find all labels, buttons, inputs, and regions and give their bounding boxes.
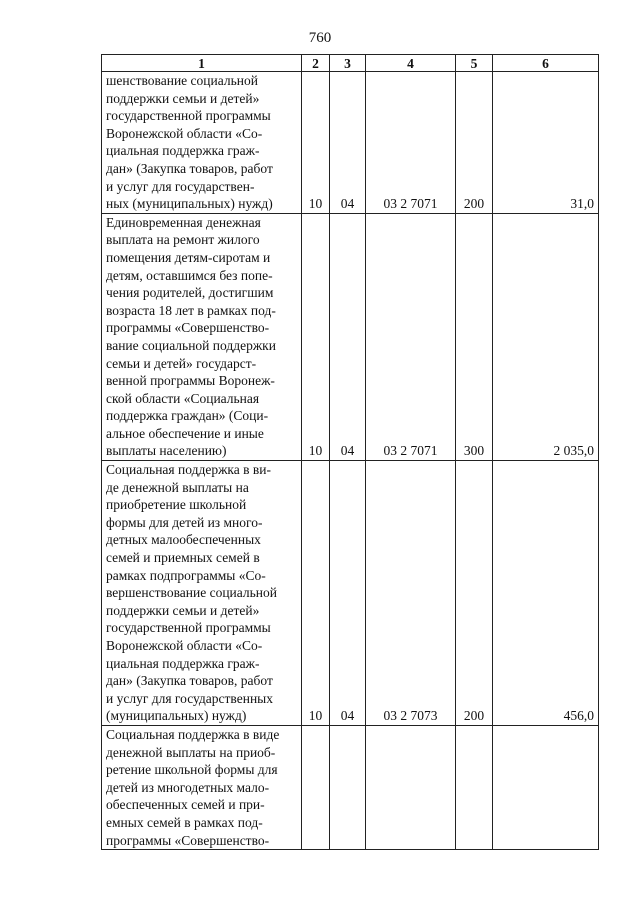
table-row <box>102 213 599 460</box>
amount: 456,0 <box>493 461 599 726</box>
description-line: де денежной выплаты на <box>106 479 249 495</box>
description-line: рамках подпрограммы «Со- <box>106 567 266 583</box>
section-code: 10 <box>302 461 330 726</box>
description-line: обеспеченных семей и при- <box>106 797 265 813</box>
description-line: емных семей в рамках под- <box>106 814 263 830</box>
description-line: Социальная поддержка в виде <box>106 726 280 742</box>
header-col-5: 5 <box>456 55 493 72</box>
header-col-6: 6 <box>493 55 599 72</box>
target-article-code: 03 2 7073 <box>366 461 456 726</box>
row-description <box>102 461 302 726</box>
description-line: детей из многодетных мало- <box>106 779 270 795</box>
target-article-code <box>366 725 456 849</box>
description-line: (муниципальных) нужд) <box>106 708 247 724</box>
subsection-code: 04 <box>330 213 366 460</box>
description-line: и услуг для государствен- <box>106 178 255 194</box>
description-line: выплата на ремонт жилого <box>106 232 260 248</box>
description-line: программы «Совершенство- <box>106 832 270 848</box>
row-description <box>102 213 302 460</box>
table-row <box>102 72 599 214</box>
description-line: ретение школьной формы для <box>106 762 278 778</box>
description-line: семьи и детей» государст- <box>106 355 257 371</box>
description-line: и услуг для государственных <box>106 690 273 706</box>
description-line: возраста 18 лет в рамках под- <box>106 302 276 318</box>
description-line: детям, оставшимся без попе- <box>106 267 273 283</box>
description-line: дан» (Закупка товаров, работ <box>106 673 273 689</box>
description-line: формы для детей из много- <box>106 514 263 530</box>
section-code: 10 <box>302 72 330 214</box>
description-line: поддержки семьи и детей» <box>106 602 260 618</box>
table-row <box>102 725 599 849</box>
description-line: ных (муниципальных) нужд) <box>106 196 273 212</box>
subsection-code <box>330 725 366 849</box>
amount: 2 035,0 <box>493 213 599 460</box>
header-col-3: 3 <box>330 55 366 72</box>
expense-type-code <box>456 725 493 849</box>
description-line: циальная поддержка граж- <box>106 655 260 671</box>
description-line: Социальная поддержка в ви- <box>106 462 271 478</box>
description-line: детных малообеспеченных <box>106 532 261 548</box>
description-line: семей и приемных семей в <box>106 550 260 566</box>
budget-table <box>101 54 599 850</box>
description-line: поддержка граждан» (Соци- <box>106 408 269 424</box>
description-line: программы «Совершенство- <box>106 320 270 336</box>
subsection-code: 04 <box>330 72 366 214</box>
description-line: ской области «Социальная <box>106 390 260 406</box>
expense-type-code: 200 <box>456 72 493 214</box>
row-description <box>102 72 302 214</box>
description-line: Единовременная денежная <box>106 214 261 230</box>
description-line: Воронежской области «Со- <box>106 125 263 141</box>
target-article-code: 03 2 7071 <box>366 72 456 214</box>
description-line: денежной выплаты на приоб- <box>106 744 276 760</box>
row-description <box>102 725 302 849</box>
amount <box>493 725 599 849</box>
description-line: шенствование социальной <box>106 73 258 88</box>
header-col-1: 1 <box>102 55 302 72</box>
description-line: Воронежской области «Со- <box>106 638 263 653</box>
subsection-code: 04 <box>330 461 366 726</box>
header-row <box>102 55 599 72</box>
description-line: дан» (Закупка товаров, работ <box>106 160 273 176</box>
description-line: выплаты населению) <box>106 443 227 459</box>
description-line: государственной программы <box>106 108 271 124</box>
description-line: альное обеспечение и иные <box>106 425 264 441</box>
section-code <box>302 725 330 849</box>
description-line: поддержки семьи и детей» <box>106 90 260 106</box>
section-code: 10 <box>302 213 330 460</box>
description-line: приобретение школьной <box>106 497 247 513</box>
header-col-4: 4 <box>366 55 456 72</box>
description-line: государственной программы <box>106 620 271 636</box>
description-line: вание социальной поддержки <box>106 337 276 353</box>
description-line: циальная поддержка граж- <box>106 143 260 159</box>
amount: 31,0 <box>493 72 599 214</box>
description-line: помещения детям-сиротам и <box>106 249 271 265</box>
header-col-2: 2 <box>302 55 330 72</box>
expense-type-code: 300 <box>456 213 493 460</box>
description-line: чения родителей, достигшим <box>106 285 274 301</box>
description-line: вершенствование социальной <box>106 585 277 601</box>
table-row <box>102 461 599 726</box>
page-number: 760 <box>308 30 332 46</box>
expense-type-code: 200 <box>456 461 493 726</box>
description-line: венной программы Воронеж- <box>106 373 275 389</box>
target-article-code: 03 2 7071 <box>366 213 456 460</box>
